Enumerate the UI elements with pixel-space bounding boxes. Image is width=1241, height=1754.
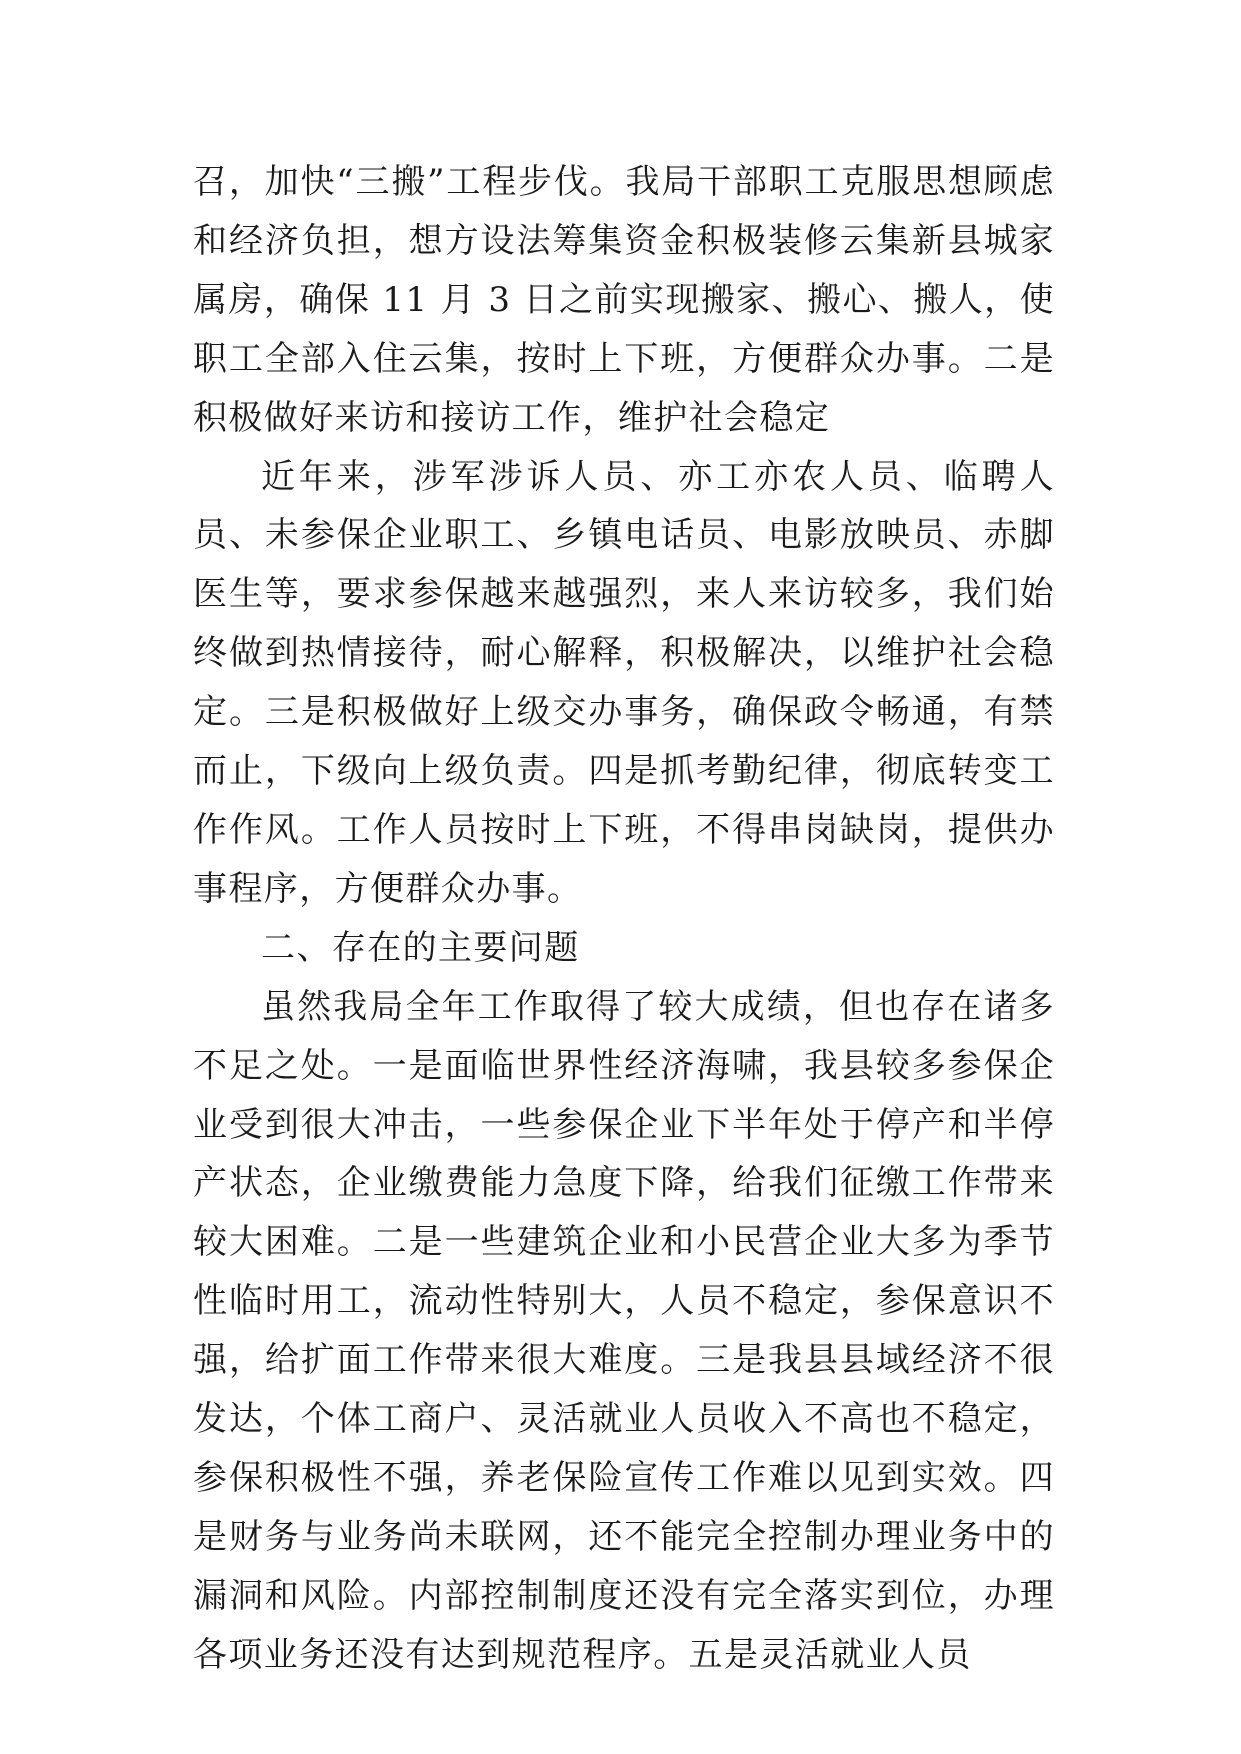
paragraph-problems: 虽然我局全年工作取得了较大成绩，但也存在诸多不足之处。一是面临世界性经济海啸，我县较多参保企业受到很大冲击，一些参保企业下半年处于停产和半停产状态，企业缴费能力急度下降，给我们征缴工作带来较大困难。二是一些建筑企业和小民营企业大多为季节性临时用工，流动性特别大，人员不稳定，参保意识不强，给扩面工作带来很大难度。三是我县县域经济不很发达，个体工商户、灵活就业人员收入不高也不稳定，参保积极性不强，养老保险宣传工作难以见到实效。四是财务与业务尚未联网，还不能完全控制办理业务中的漏洞和风险。内部控制制度还没有完全落实到位，办理各项业务还没有达到规范程序。五是灵活就业人员: [193, 986, 1055, 1675]
paragraph-recent-years: 近年来，涉军涉诉人员、亦工亦农人员、临聘人员、未参保企业职工、乡镇电话员、电影放映员、赤脚医生等，要求参保越来越强烈，来人来访较多，我们始终做到热情接待，耐心解释，积极解决，以维护社会稳定。三是积极做好上级交办事务，确保政令畅通，有禁而止，下级向上级负责。四是抓考勤纪律，彻底转变工作作风。工作人员按时上下班，不得串岗缺岗，提供办事程序，方便群众办事。: [193, 456, 1055, 909]
section-heading-main-problems: 二、存在的主要问题: [261, 927, 580, 968]
paragraph-continuation: 召，加快“三搬”工程步伐。我局干部职工克服思想顾虑和经济负担，想方设法筹集资金积极装修云集新县城家属房，确保 11 月 3 日之前实现搬家、搬心、搬人，使职工全部入住云集，按时上下班，方便群众办事。二是积极做好来访和接访工作，维护社会稳定: [193, 162, 1055, 438]
document-body: [193, 153, 1055, 1685]
